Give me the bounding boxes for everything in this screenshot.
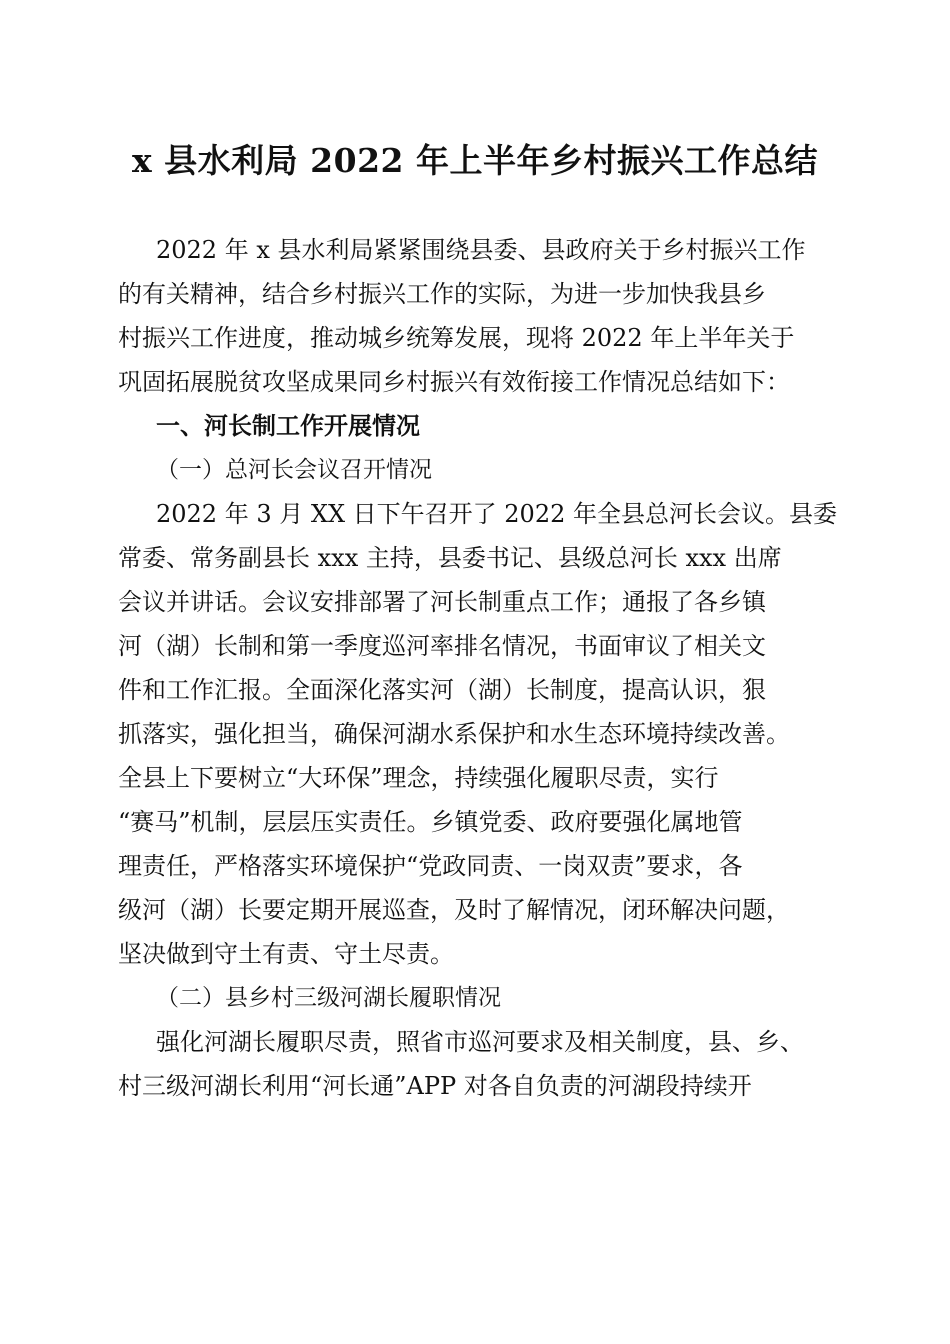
paragraph-line: 级河（湖）长要定期开展巡查，及时了解情况，闭环解决问题， <box>118 896 790 924</box>
paragraph-line: 的有关精神，结合乡村振兴工作的实际，为进一步加快我县乡 <box>118 280 766 308</box>
paragraph-line: 2022 年 x 县水利局紧紧围绕县委、县政府关于乡村振兴工作 <box>156 236 806 264</box>
paragraph-line: 2022 年 3 月 XX 日下午召开了 2022 年全县总河长会议。县委 <box>156 500 837 528</box>
paragraph-line: 常委、常务副县长 xxx 主持，县委书记、县级总河长 xxx 出席 <box>118 544 782 572</box>
paragraph-line: 全县上下要树立“大环保”理念，持续强化履职尽责，实行 <box>118 764 719 792</box>
subsection-heading: （二）县乡村三级河湖长履职情况 <box>156 985 501 1011</box>
paragraph-line: 抓落实，强化担当，确保河湖水系保护和水生态环境持续改善。 <box>118 720 790 748</box>
paragraph-line: 会议并讲话。会议安排部署了河长制重点工作；通报了各乡镇 <box>118 588 766 616</box>
paragraph-line: 理责任，严格落实环境保护“党政同责、一岗双责”要求，各 <box>118 852 743 880</box>
paragraph-line: 村三级河湖长利用“河长通”APP 对各自负责的河湖段持续开 <box>118 1072 752 1100</box>
paragraph-line: 件和工作汇报。全面深化落实河（湖）长制度，提高认识，狠 <box>118 676 766 704</box>
paragraph-line: “赛马”机制，层层压实责任。乡镇党委、政府要强化属地管 <box>118 808 743 836</box>
paragraph-line: 强化河湖长履职尽责，照省市巡河要求及相关制度，县、乡、 <box>156 1028 804 1056</box>
paragraph-line: 坚决做到守土有责、守土尽责。 <box>118 940 454 968</box>
paragraph-line: 巩固拓展脱贫攻坚成果同乡村振兴有效衔接工作情况总结如下： <box>118 368 790 396</box>
section-heading: 一、河长制工作开展情况 <box>156 412 420 440</box>
paragraph-line: 村振兴工作进度，推动城乡统筹发展，现将 2022 年上半年关于 <box>118 324 795 352</box>
document-body <box>118 228 838 1108</box>
document-title: x 县水利局 2022 年上半年乡村振兴工作总结 <box>132 141 818 180</box>
paragraph-line: 河（湖）长制和第一季度巡河率排名情况，书面审议了相关文 <box>118 632 766 660</box>
subsection-heading: （一）总河长会议召开情况 <box>156 457 432 483</box>
